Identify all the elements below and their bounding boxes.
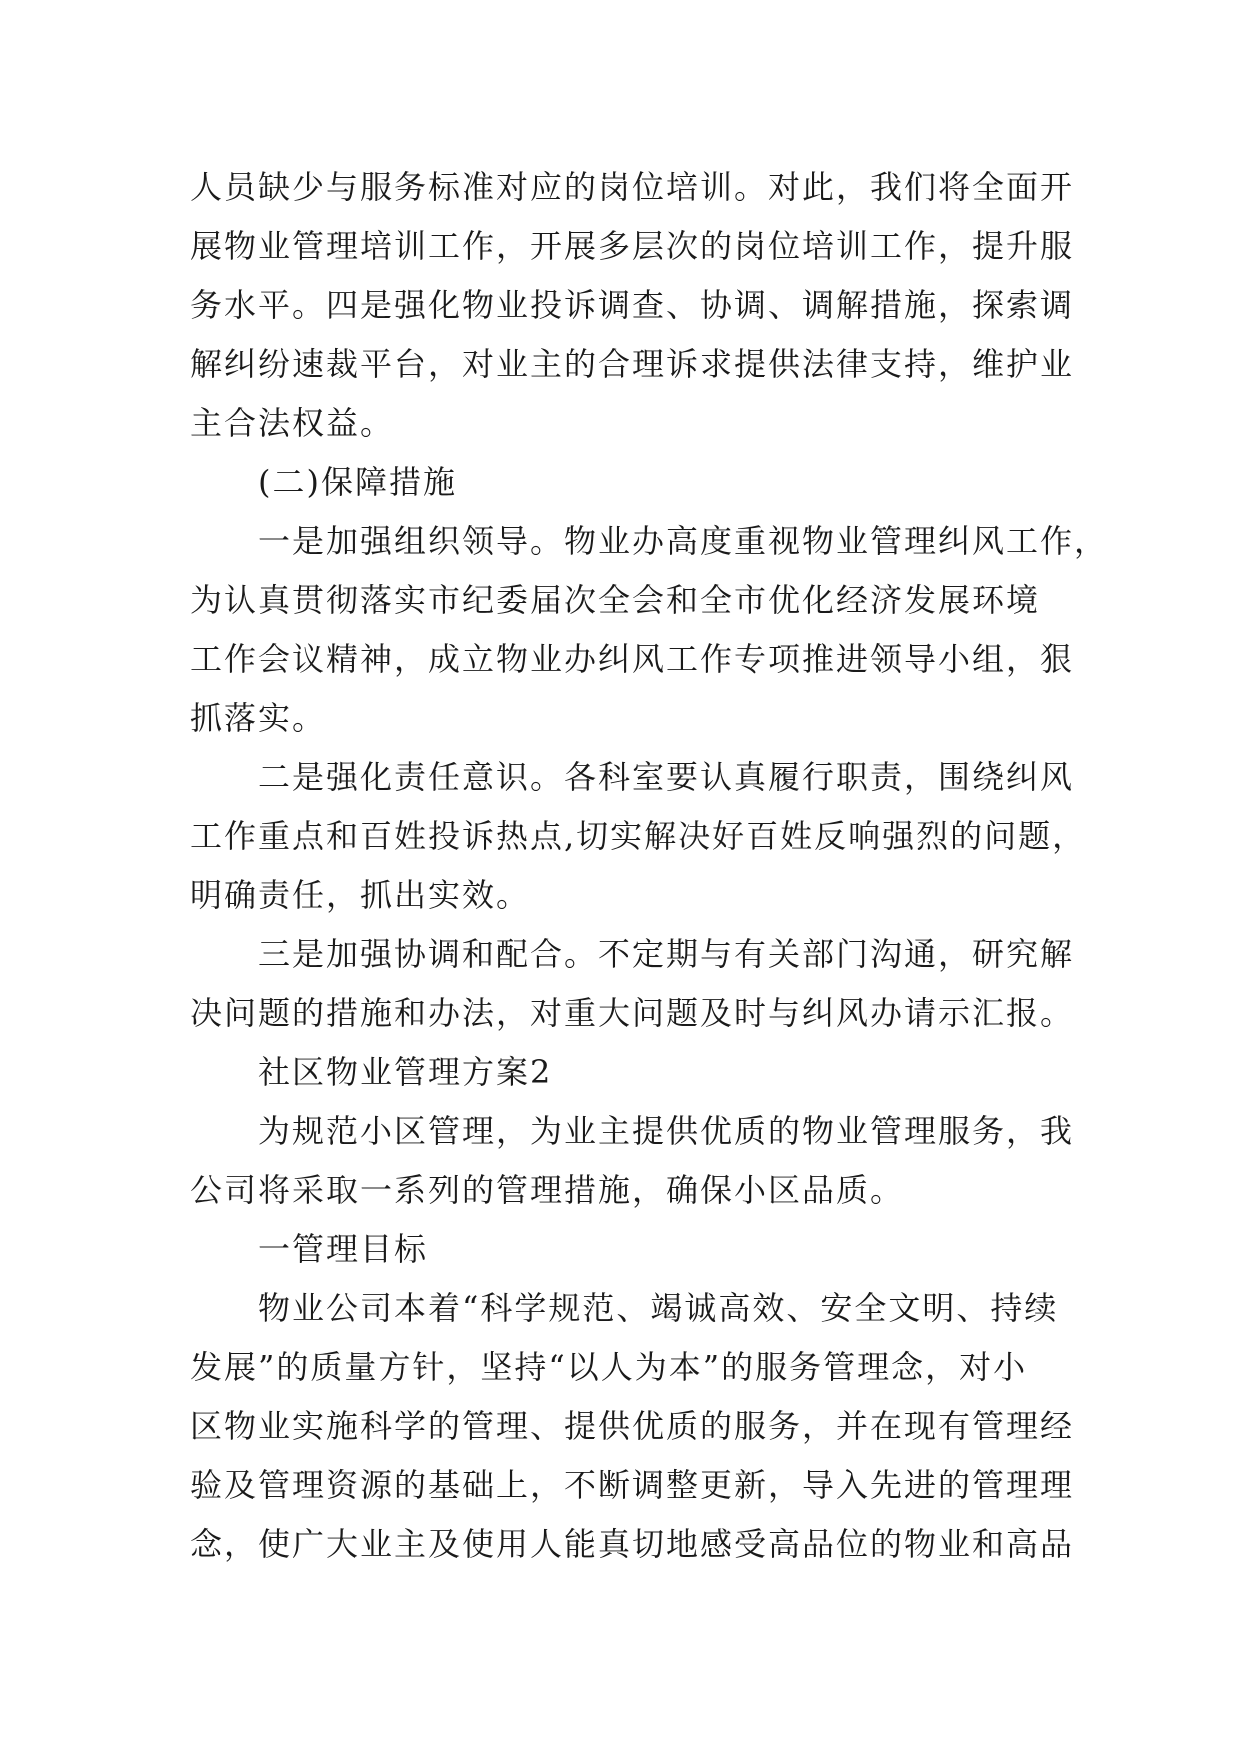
- text-line: 工作会议精神，成立物业办纠风工作专项推进领导小组，狠: [190, 640, 1075, 678]
- text-line: 公司将采取一系列的管理措施，确保小区品质。: [190, 1171, 905, 1209]
- text-line: 念，使广大业主及使用人能真切地感受高品位的物业和高品: [190, 1525, 1075, 1563]
- text-line: 展物业管理培训工作，开展多层次的岗位培训工作，提升服: [190, 227, 1075, 265]
- section-heading: (二)保障措施: [258, 463, 457, 501]
- text-line: 明确责任，抓出实效。: [190, 876, 531, 914]
- text-line: 二是强化责任意识。各科室要认真履行职责，围绕纠风: [258, 758, 1075, 796]
- text-line: 发展”的质量方针，坚持“以人为本”的服务管理念，对小: [190, 1348, 1028, 1386]
- text-line: 决问题的措施和办法，对重大问题及时与纠风办请示汇报。: [190, 994, 1075, 1032]
- text-line: 务水平。四是强化物业投诉调查、协调、调解措施，探索调: [190, 286, 1075, 324]
- section-title: 社区物业管理方案2: [258, 1053, 553, 1091]
- text-line: 主合法权益。: [190, 404, 395, 442]
- text-line: 物业公司本着“科学规范、竭诚高效、安全文明、持续: [258, 1289, 1059, 1327]
- text-line: 区物业实施科学的管理、提供优质的服务，并在现有管理经: [190, 1407, 1075, 1445]
- text-line: 抓落实。: [190, 699, 327, 737]
- text-line: 一是加强组织领导。物业办高度重视物业管理纠风工作，: [258, 522, 1109, 560]
- text-line: 工作重点和百姓投诉热点,切实解决好百姓反响强烈的问题，: [190, 817, 1087, 855]
- section-heading: 一管理目标: [258, 1230, 429, 1268]
- text-line: 验及管理资源的基础上，不断调整更新，导入先进的管理理: [190, 1466, 1075, 1504]
- text-line: 为认真贯彻落实市纪委届次全会和全市优化经济发展环境: [190, 581, 1041, 619]
- text-line: 人员缺少与服务标准对应的岗位培训。对此，我们将全面开: [190, 168, 1075, 206]
- text-line: 三是加强协调和配合。不定期与有关部门沟通，研究解: [258, 935, 1075, 973]
- text-line: 解纠纷速裁平台，对业主的合理诉求提供法律支持，维护业: [190, 345, 1075, 383]
- text-line: 为规范小区管理，为业主提供优质的物业管理服务，我: [258, 1112, 1075, 1150]
- body-text: [190, 158, 1109, 1574]
